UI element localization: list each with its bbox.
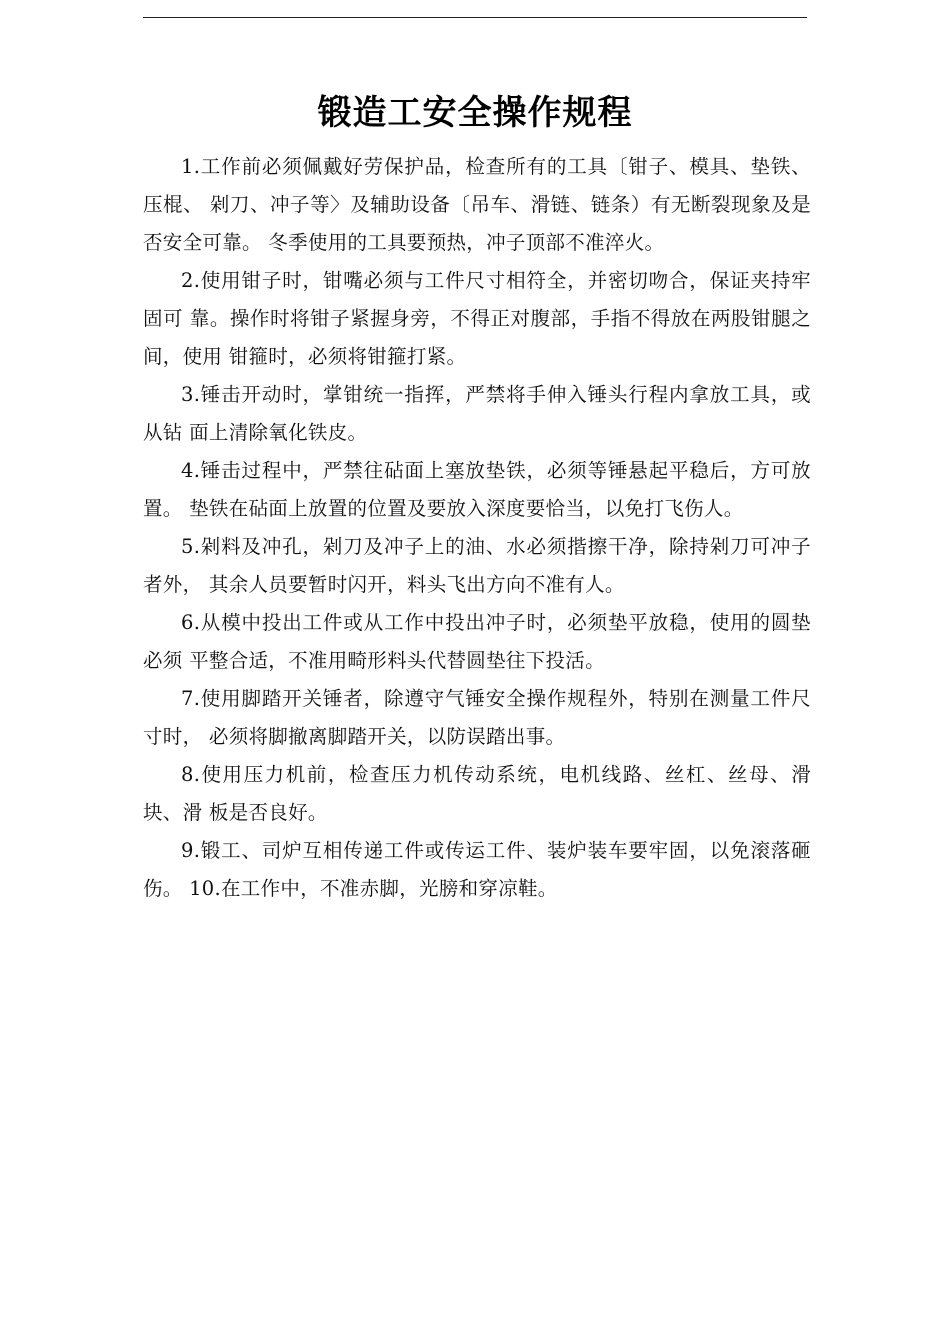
document-title: 锻造工安全操作规程 xyxy=(317,93,633,133)
header-rule xyxy=(143,17,807,18)
rule-paragraph-6: 6.从模中投出工件或从工作中投出冲子时，必须垫平放稳，使用的圆垫必须 平整合适，不准用畸形料头代替圆垫往下投活。 xyxy=(143,611,811,672)
rule-paragraph-7: 7.使用脚踏开关锤者，除遵守气锤安全操作规程外，特别在测量工件尺寸时， 必须将脚撤离脚踏开关，以防误踏出事。 xyxy=(143,687,811,748)
rule-paragraph-8: 8.使用压力机前，检查压力机传动系统，电机线路、丝杠、丝母、滑块、滑 板是否良好。 xyxy=(143,763,811,824)
rule-paragraph-4: 4.锤击过程中，严禁往砧面上塞放垫铁，必须等锤悬起平稳后，方可放置。 垫铁在砧面上放置的位置及要放入深度要恰当，以免打飞伤人。 xyxy=(143,459,811,520)
rule-paragraph-9: 9.锻工、司炉互相传递工件或传运工件、装炉装车要牢固，以免滚落砸伤。 10.在工作中，不准赤脚，光膀和穿凉鞋。 xyxy=(143,839,811,900)
rule-paragraph-1: 1.工作前必须佩戴好劳保护品，检查所有的工具〔钳子、模具、垫铁、压棍、 剁刀、冲子等〉及辅助设备〔吊车、滑链、链条）有无断裂现象及是否安全可靠。 冬季使用的工具要预热，冲子顶部不准淬火。 xyxy=(143,155,811,254)
rule-paragraph-3: 3.锤击开动时，掌钳统一指挥，严禁将手伸入锤头行程内拿放工具，或从钻 面上清除氧化铁皮。 xyxy=(143,383,811,444)
rule-paragraph-5: 5.剁料及冲孔，剁刀及冲子上的油、水必须揩擦干净，除持剁刀可冲子者外， 其余人员要暂时闪开，料头飞出方向不准有人。 xyxy=(143,535,811,596)
document-body xyxy=(143,148,811,908)
rule-paragraph-2: 2.使用钳子时，钳嘴必须与工件尺寸相符全，并密切吻合，保证夹持牢固可 靠。操作时将钳子紧握身旁，不得正对腹部，手指不得放在两股钳腿之间，使用 钳箍时，必须将钳箍打紧。 xyxy=(143,269,811,368)
